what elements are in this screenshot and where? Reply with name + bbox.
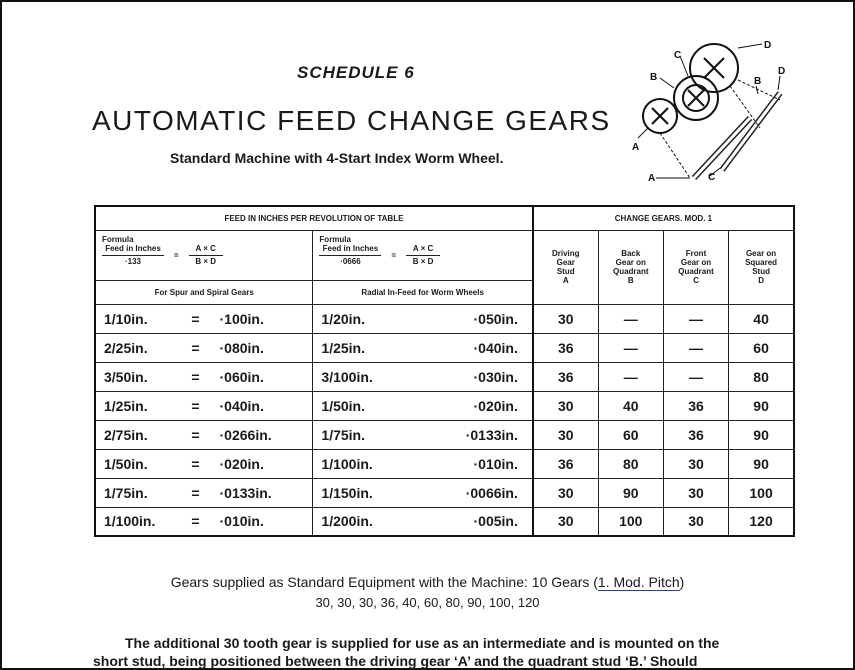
gear-b-value: 60 [598,420,663,449]
gear-train-diagram [630,28,840,198]
worm-decimal: ·050in. [433,304,532,333]
feed-decimal: ·0133in. [216,478,313,507]
table-row [95,507,794,536]
formula-left-top: Feed in Inches [105,243,161,253]
formula-left-bottom: ·0666 [340,256,361,266]
diagram-label-a: A [632,142,640,153]
formula-worm [313,230,533,280]
equals-sign: = [175,304,215,333]
worm-decimal: ·030in. [433,362,532,391]
gear-b-value: 100 [598,507,663,536]
gear-b-value: 40 [598,391,663,420]
worm-fraction: 3/100in. [313,362,434,391]
gear-b-value: 80 [598,449,663,478]
feed-decimal: ·010in. [216,507,313,536]
feed-fraction: 2/75in. [95,420,175,449]
feed-header: FEED IN INCHES PER REVOLUTION OF TABLE [95,206,533,230]
worm-fraction: 1/25in. [313,333,434,362]
feed-decimal: ·020in. [216,449,313,478]
gear-d-value: 90 [729,391,794,420]
gear-b-value: — [598,304,663,333]
paragraph-line-1: The additional 30 tooth gear is supplied for use as an intermediate and is mounted on the [125,635,720,651]
diagram-label-b: B [650,72,658,83]
diagram-label-d2: D [778,66,786,77]
gear-a-value: 30 [533,304,598,333]
page-title: AUTOMATIC FEED CHANGE GEARS [92,105,611,136]
equals-sign: = [175,478,215,507]
formula-left-top: Feed in Inches [322,243,379,253]
gear-d-value: 80 [729,362,794,391]
gear-a-value: 30 [533,478,598,507]
gear-c-value: 36 [663,420,728,449]
gear-c-value: 36 [663,391,728,420]
supplied-gears-line [0,574,855,590]
formula-right-top: A × C [195,243,216,253]
table-row [95,362,794,391]
formula-label: Formula [102,234,134,244]
equals-sign: = [175,449,215,478]
worm-decimal: ·010in. [433,449,532,478]
feed-decimal: ·060in. [216,362,313,391]
gear-a-value: 30 [533,420,598,449]
gear-d-value: 60 [729,333,794,362]
feed-fraction: 3/50in. [95,362,175,391]
schedule-label: SCHEDULE 6 [297,63,415,82]
table-row [95,478,794,507]
gear-d-value: 90 [729,449,794,478]
worm-fraction: 1/75in. [313,420,434,449]
gear-col-b: Back Gear on Quadrant B [598,230,663,304]
gear-d-value: 120 [729,507,794,536]
formula-eq: = [174,250,179,260]
gear-c-value: — [663,362,728,391]
gear-b-value: 90 [598,478,663,507]
worm-decimal: ·005in. [433,507,532,536]
paragraph-line-2: short stud, being positioned between the driving gear ‘A’ and the quadrant stud ‘B.’ Should [93,653,698,669]
diagram-label-b2: B [754,76,762,87]
gear-c-value: 30 [663,449,728,478]
supplied-text-end: ) [679,574,685,590]
gear-a-value: 36 [533,362,598,391]
feed-decimal: ·0266in. [216,420,313,449]
table-row [95,449,794,478]
gear-d-value: 100 [729,478,794,507]
diagram-label-c: C [674,50,682,61]
worm-decimal: ·0133in. [433,420,532,449]
formula-left-bottom: ·133 [124,256,141,266]
diagram-label-c2: C [708,172,716,183]
worm-decimal: ·020in. [433,391,532,420]
feed-fraction: 1/25in. [95,391,175,420]
equals-sign: = [175,391,215,420]
gear-d-value: 90 [729,420,794,449]
gear-c-value: 30 [663,507,728,536]
worm-fraction: 1/50in. [313,391,434,420]
sub-header-worm: Radial In-Feed for Worm Wheels [313,280,533,304]
formula-right-bottom: B × D [412,256,434,266]
equals-sign: = [175,362,215,391]
feed-decimal: ·040in. [216,391,313,420]
formula-right-bottom: B × D [195,256,216,266]
worm-fraction: 1/20in. [313,304,434,333]
gear-col-a: Driving Gear Stud A [533,230,598,304]
table-row [95,420,794,449]
supplied-gears-list: 30, 30, 30, 36, 40, 60, 80, 90, 100, 120 [315,595,540,610]
gear-a-value: 36 [533,333,598,362]
equals-sign: = [175,507,215,536]
worm-decimal: ·040in. [433,333,532,362]
worm-fraction: 1/200in. [313,507,434,536]
gears-header: CHANGE GEARS. MOD. 1 [533,206,794,230]
feed-decimal: ·100in. [216,304,313,333]
table-row [95,333,794,362]
formula-eq: = [391,250,397,260]
feed-fraction: 1/10in. [95,304,175,333]
feed-fraction: 1/75in. [95,478,175,507]
gear-a-value: 30 [533,507,598,536]
table-row [95,391,794,420]
equals-sign: = [175,420,215,449]
sub-header-spur: For Spur and Spiral Gears [95,280,313,304]
diagram-label-d: D [764,40,772,51]
gear-c-value: 30 [663,478,728,507]
diagram-label-a2: A [648,173,656,184]
gear-c-value: — [663,333,728,362]
worm-fraction: 1/150in. [313,478,434,507]
table-row [95,304,794,333]
gear-col-d: Gear on Squared Stud D [729,230,794,304]
feed-fraction: 1/100in. [95,507,175,536]
gear-a-value: 30 [533,391,598,420]
gear-col-c: Front Gear on Quadrant C [663,230,728,304]
worm-fraction: 1/100in. [313,449,434,478]
mod-pitch-text: 1. Mod. Pitch [597,574,680,590]
change-gears-table [94,205,795,537]
formula-spur [95,230,313,280]
page-subtitle: Standard Machine with 4-Start Index Worm Wheel. [170,150,504,166]
equals-sign: = [175,333,215,362]
formula-label: Formula [319,234,351,244]
supplied-text: Gears supplied as Standard Equipment with the Machine: 10 Gears ( [170,574,598,590]
gear-b-value: — [598,333,663,362]
gear-b-value: — [598,362,663,391]
gear-a-value: 36 [533,449,598,478]
formula-right-top: A × C [412,243,434,253]
worm-decimal: ·0066in. [433,478,532,507]
feed-decimal: ·080in. [216,333,313,362]
gear-c-value: — [663,304,728,333]
gear-d-value: 40 [729,304,794,333]
feed-fraction: 1/50in. [95,449,175,478]
feed-fraction: 2/25in. [95,333,175,362]
